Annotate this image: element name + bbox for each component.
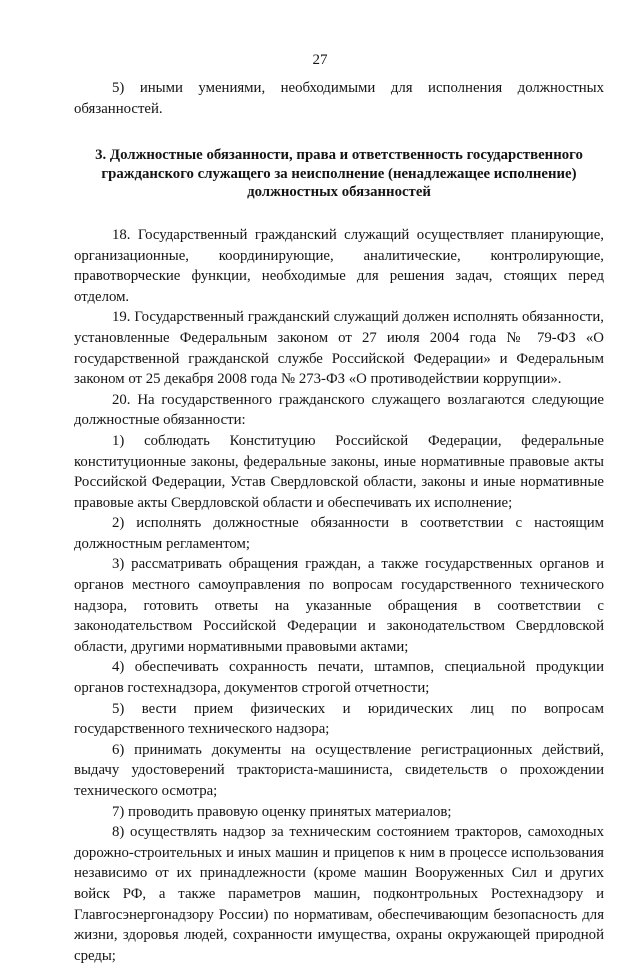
document-body: [74, 78, 604, 966]
page-number: 27: [312, 52, 328, 68]
duty-item-1: 1) соблюдать Конституцию Российской Федерации, федеральные конституционные законы, федеральные законы, иные нормативные правовые акты Российской Федерации, Устав Свердловской области, законы и иные нормативные правовые акты Свердловской области и обеспечивать их исполнение;: [74, 432, 604, 511]
duty-item-7: 7) проводить правовую оценку принятых материалов;: [112, 803, 452, 820]
duty-item-4: 4) обеспечивать сохранность печати, штампов, специальной продукции органов гостехнадзора, документов строгой отчетности;: [74, 659, 604, 697]
duty-item-8: 8) осуществлять надзор за техническим состоянием тракторов, самоходных дорожно-строительных и иных машин и прицепов к ним в процессе использования независимо от их принадлежности (кроме машин Вооруженных Сил и других войск РФ, а также параметров машин, подконтрольных Ростехнадзору и Главгосэнергонадзору России) по нормативам, обеспечивающим безопасность для жизни, здоровья людей, сохранности имущества, охраны окружающей природной среды;: [74, 824, 604, 964]
paragraph-18: 18. Государственный гражданский служащий осуществляет планирующие, организационные, координирующие, аналитические, контролирующие, правотворческие функции, необходимые для решения задач, стоящих перед отделом.: [74, 226, 604, 305]
duty-item-5: 5) вести прием физических и юридических лиц по вопросам государственного технического надзора;: [74, 700, 604, 738]
paragraph-19: 19. Государственный гражданский служащий должен исполнять обязанности, установленные Федеральным законом от 27 июля 2004 года № 79-ФЗ «О государственной гражданской службе Российской Федерации» и Федеральным законом от 25 декабря 2008 года № 273-ФЗ «О противодействии коррупции».: [74, 309, 604, 388]
intro-item: 5) иными умениями, необходимыми для исполнения должностных обязанностей.: [74, 80, 604, 117]
duty-item-3: 3) рассматривать обращения граждан, а также государственных органов и органов местного самоуправления по вопросам государственного технического надзора, готовить ответы на указанные обращения в соответствии с законодательством Российской Федерации и законодательством Свердловской области, другими нормативными правовыми актами;: [74, 556, 604, 655]
section-heading: 3. Должностные обязанности, права и ответственность государственного гражданского служащего за неисполнение (ненадлежащее исполнение) должностных обязанностей: [95, 147, 583, 201]
duty-item-2: 2) исполнять должностные обязанности в соответствии с настоящим должностным регламентом;: [74, 515, 604, 552]
duty-item-6: 6) принимать документы на осуществление регистрационных действий, выдачу удостоверений тракториста-машиниста, свидетельств о прохождении технического осмотра;: [74, 741, 604, 799]
paragraph-20: 20. На государственного гражданского служащего возлагаются следующие должностные обязанности:: [74, 391, 604, 429]
